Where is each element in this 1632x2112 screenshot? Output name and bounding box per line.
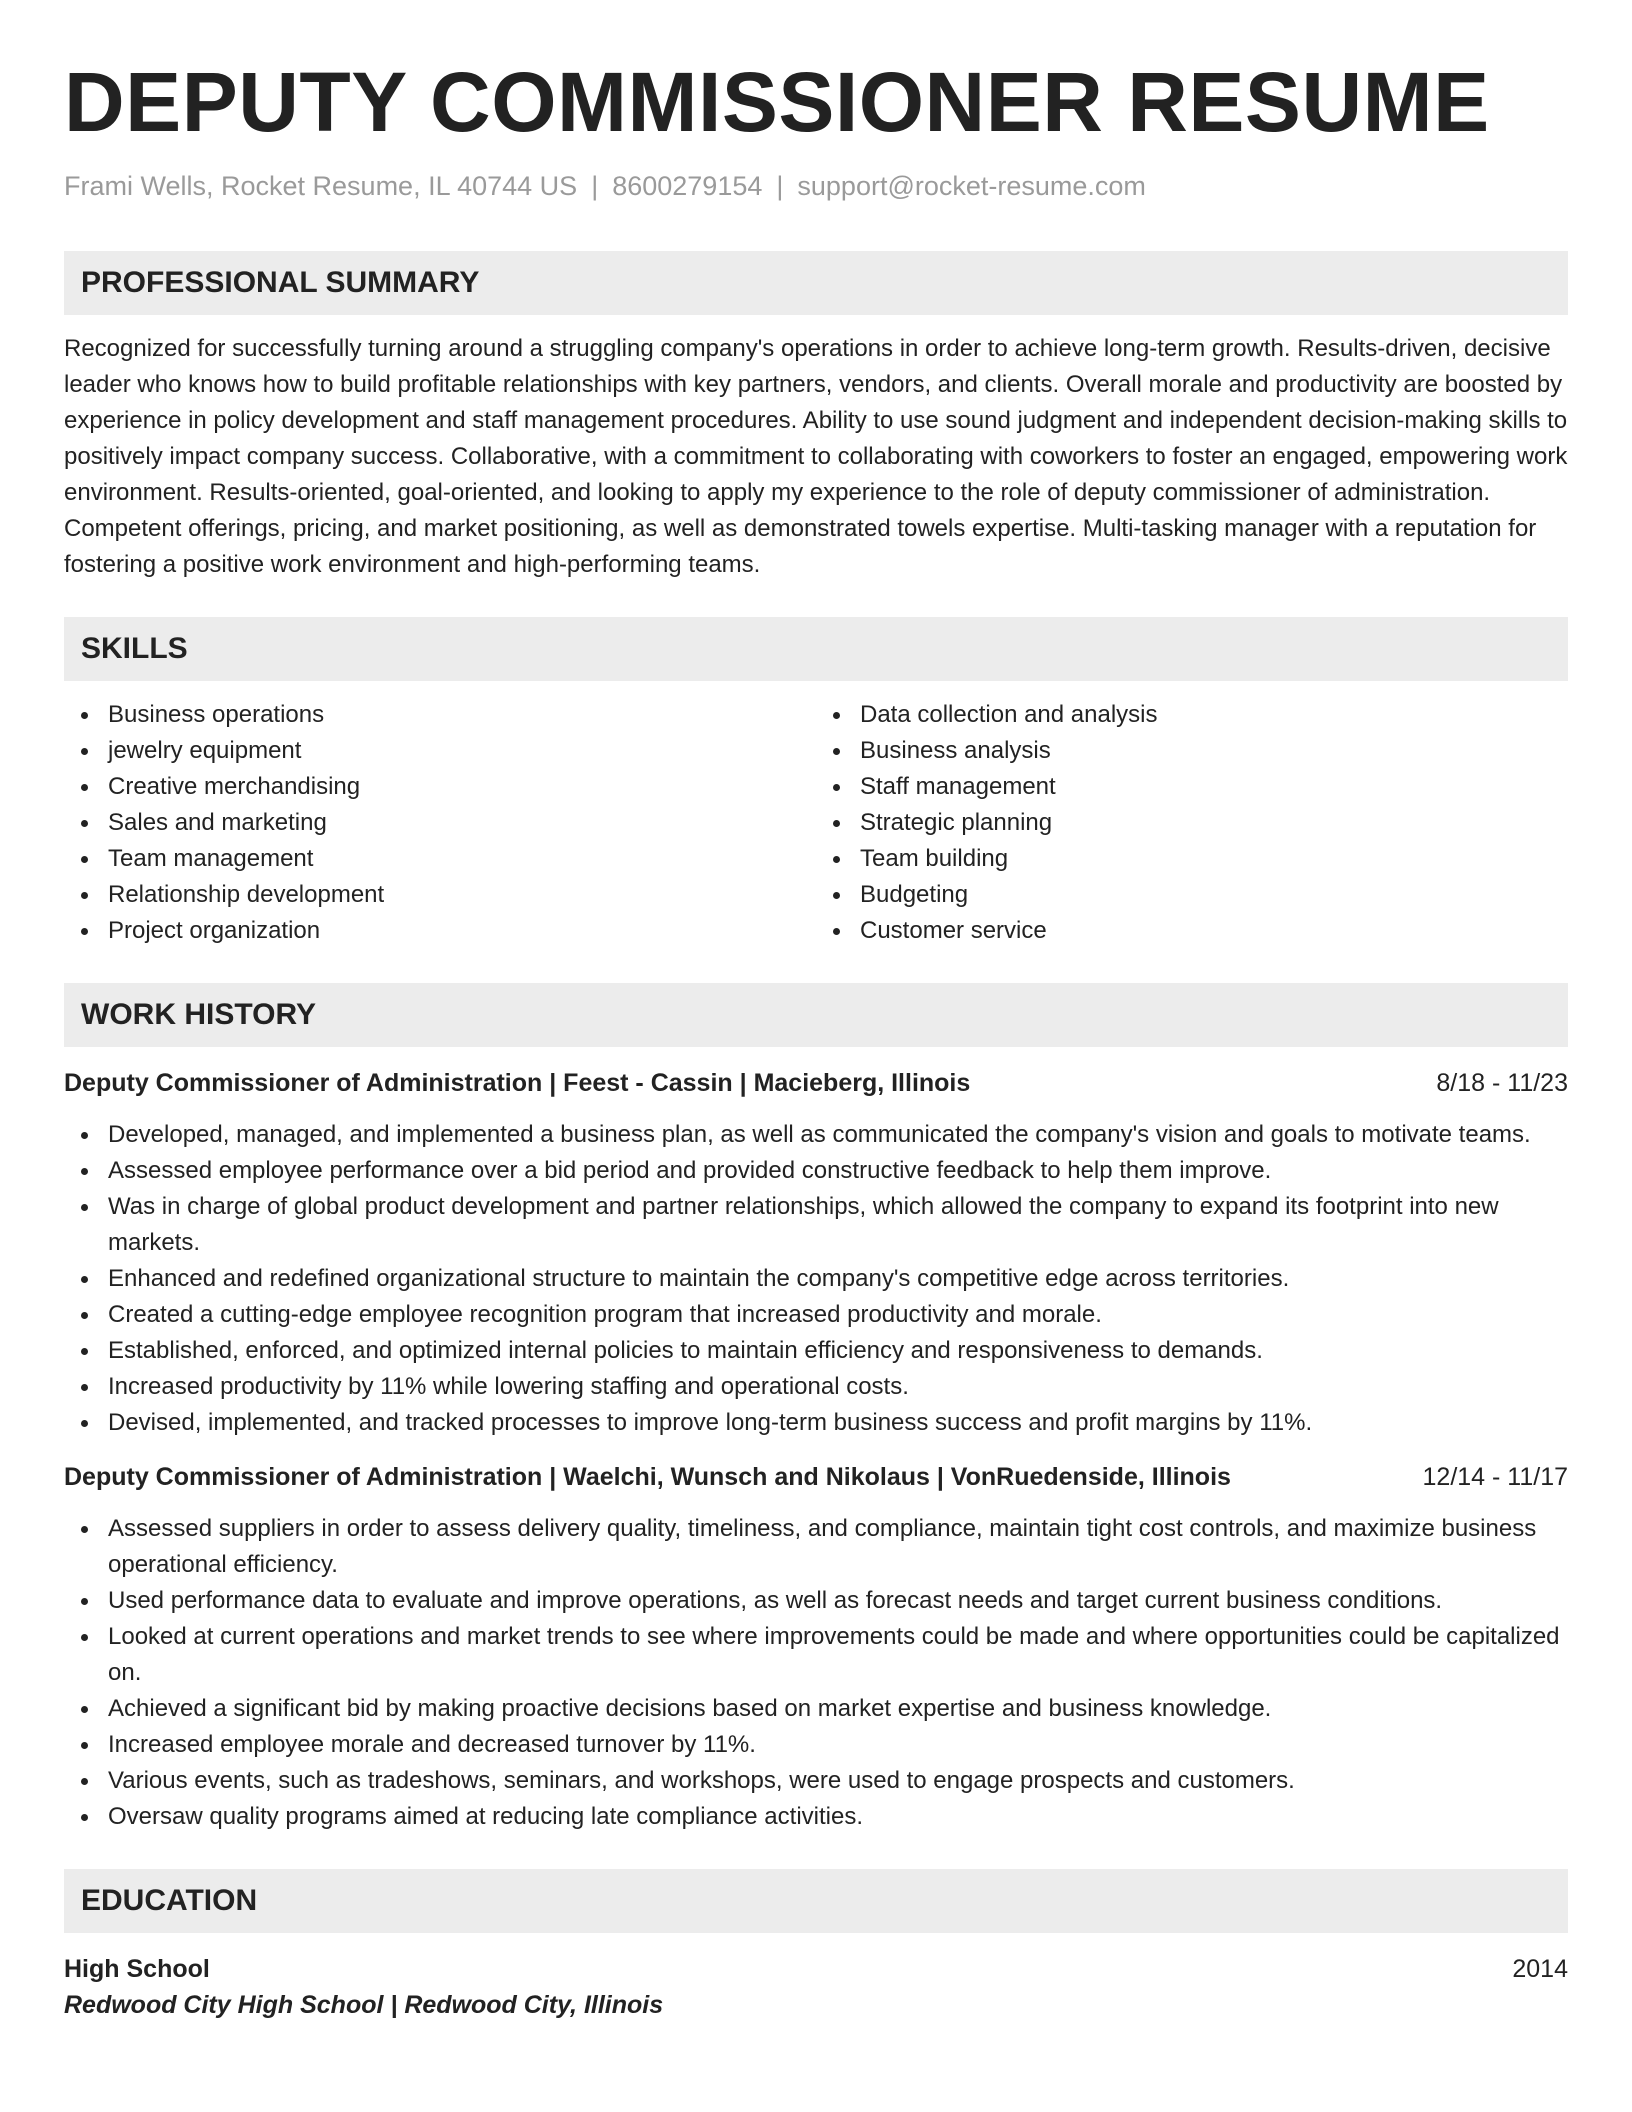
job-bullet: Enhanced and redefined organizational structure to maintain the company's competitive edge across territories. xyxy=(64,1261,1568,1297)
skill-item: Relationship development xyxy=(64,877,816,913)
skill-item: Sales and marketing xyxy=(64,805,816,841)
section-heading-education: EDUCATION xyxy=(64,1869,1568,1933)
contact-separator: | xyxy=(776,171,784,202)
section-heading-skills: SKILLS xyxy=(64,617,1568,681)
skill-item: Data collection and analysis xyxy=(816,697,1568,733)
job-bullets xyxy=(64,1117,1568,1441)
job-bullet: Increased productivity by 11% while lowering staffing and operational costs. xyxy=(64,1369,1568,1405)
job-bullet: Used performance data to evaluate and improve operations, as well as forecast needs and target current business conditions. xyxy=(64,1583,1568,1619)
job-bullet: Was in charge of global product development and partner relationships, which allowed the company to expand its footprint into new markets. xyxy=(64,1189,1568,1261)
skill-item: jewelry equipment xyxy=(64,733,816,769)
skill-item: Staff management xyxy=(816,769,1568,805)
skill-item: Business operations xyxy=(64,697,816,733)
contact-address: Frami Wells, Rocket Resume, IL 40744 US xyxy=(64,171,578,202)
job-bullet: Various events, such as tradeshows, seminars, and workshops, were used to engage prospects and customers. xyxy=(64,1763,1568,1799)
page-title: DEPUTY COMMISSIONER RESUME xyxy=(64,55,1490,149)
job-bullet: Increased employee morale and decreased turnover by 11%. xyxy=(64,1727,1568,1763)
contact-separator: | xyxy=(591,171,599,202)
section-heading-work-history: WORK HISTORY xyxy=(64,983,1568,1047)
education-year: 2014 xyxy=(1512,1954,1568,1983)
job-bullet: Devised, implemented, and tracked processes to improve long-term business success and profit margins by 11%. xyxy=(64,1405,1568,1441)
job-bullet: Developed, managed, and implemented a business plan, as well as communicated the company's vision and goals to motivate teams. xyxy=(64,1117,1568,1153)
skills-list xyxy=(64,697,1568,949)
job-header xyxy=(64,1459,1568,1495)
skill-item: Team management xyxy=(64,841,816,877)
job-entry xyxy=(64,1459,1568,1835)
section-heading-summary: PROFESSIONAL SUMMARY xyxy=(64,251,1568,315)
contact-phone: 8600279154 xyxy=(612,171,763,202)
contact-line xyxy=(64,170,1568,202)
skills-column-right xyxy=(816,697,1568,949)
job-bullets xyxy=(64,1511,1568,1835)
skill-item: Strategic planning xyxy=(816,805,1568,841)
skills-column-left xyxy=(64,697,816,949)
education-degree: High School xyxy=(64,1954,210,1983)
skill-item: Customer service xyxy=(816,913,1568,949)
skill-item: Budgeting xyxy=(816,877,1568,913)
job-bullet: Oversaw quality programs aimed at reducing late compliance activities. xyxy=(64,1799,1568,1835)
job-entry xyxy=(64,1065,1568,1441)
job-bullet: Assessed suppliers in order to assess delivery quality, timeliness, and compliance, maintain tight cost controls, and maximize business operational efficiency. xyxy=(64,1511,1568,1583)
job-title: Deputy Commissioner of Administration | Waelchi, Wunsch and Nikolaus | VonRuedenside, Illinois xyxy=(64,1462,1231,1491)
job-bullet: Looked at current operations and market trends to see where improvements could be made and where opportunities could be capitalized on. xyxy=(64,1619,1568,1691)
skill-item: Creative merchandising xyxy=(64,769,816,805)
job-header xyxy=(64,1065,1568,1101)
contact-email: support@rocket-resume.com xyxy=(797,171,1146,202)
education-header xyxy=(64,1951,1568,1987)
education-school: Redwood City High School | Redwood City, Illinois xyxy=(64,1990,664,2019)
skill-item: Project organization xyxy=(64,913,816,949)
skill-item: Business analysis xyxy=(816,733,1568,769)
summary-text: Recognized for successfully turning around a struggling company's operations in order to achieve long-term growth. Results-driven, decisive leader who knows how to build profitable relationships with key partners, vendors, and clients. Overall morale and productivity are boosted by experience in policy development and staff management procedures. Ability to use sound judgment and independent decision-making skills to positively impact company success. Collaborative, with a commitment to collaborating with coworkers to foster an engaged, empowering work environment. Results-oriented, goal-oriented, and looking to apply my experience to the role of deputy commissioner of administration. Competent offerings, pricing, and market positioning, as well as demonstrated towels expertise. Multi-tasking manager with a reputation for fostering a positive work environment and high-performing teams. xyxy=(64,334,1568,578)
job-bullet: Assessed employee performance over a bid period and provided constructive feedback to help them improve. xyxy=(64,1153,1568,1189)
job-dates: 12/14 - 11/17 xyxy=(1422,1462,1568,1491)
skill-item: Team building xyxy=(816,841,1568,877)
job-bullet: Created a cutting-edge employee recognition program that increased productivity and morale. xyxy=(64,1297,1568,1333)
job-dates: 8/18 - 11/23 xyxy=(1436,1068,1568,1097)
job-title: Deputy Commissioner of Administration | Feest - Cassin | Macieberg, Illinois xyxy=(64,1068,971,1097)
job-bullet: Established, enforced, and optimized internal policies to maintain efficiency and responsiveness to demands. xyxy=(64,1333,1568,1369)
job-bullet: Achieved a significant bid by making proactive decisions based on market expertise and business knowledge. xyxy=(64,1691,1568,1727)
